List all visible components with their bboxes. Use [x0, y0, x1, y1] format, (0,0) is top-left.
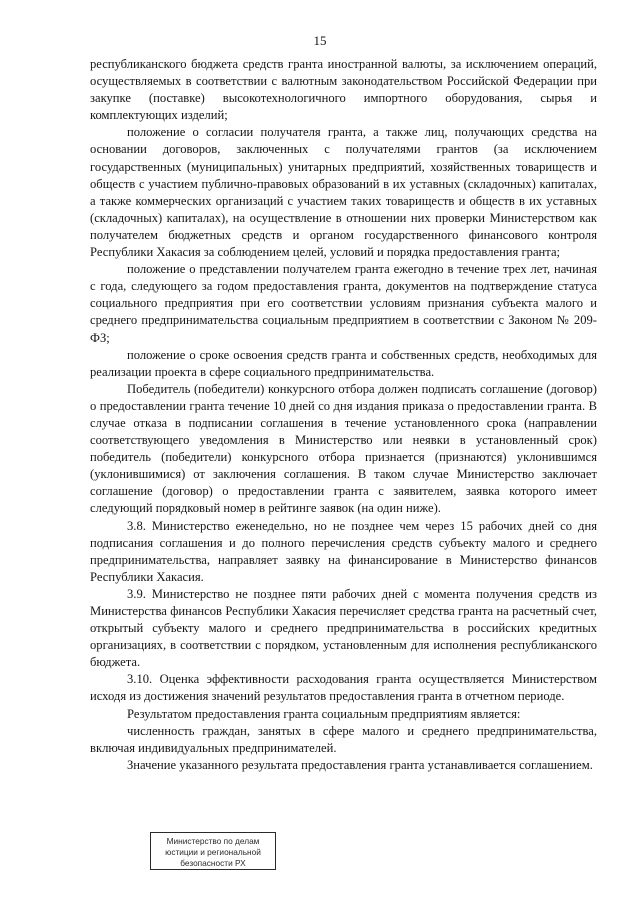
- paragraph: Результатом предоставления гранта социальным предприятиям является:: [127, 706, 521, 721]
- paragraph: положение о представлении получателем гранта ежегодно в течение трех лет, начиная с года, следующего за годом предоставления гранта, документов на подтверждение статуса социального предприятия при его соответствии условиям признания субъекта малого и среднего предпринимательства социальным предприятием в соответствии с Законом № 209-ФЗ;: [90, 262, 597, 345]
- paragraph: численность граждан, занятых в сфере малого и среднего предпринимательства, включая индивидуальных предпринимателей.: [90, 723, 597, 755]
- paragraph: 3.10. Оценка эффективности расходования гранта осуществляется Министерством исходя из достижения значений результатов предоставления гранта в отчетном периоде.: [90, 672, 597, 704]
- stamp-line: безопасности РХ: [180, 858, 246, 868]
- paragraph: Победитель (победители) конкурсного отбора должен подписать соглашение (договор) о предоставлении гранта течение 10 дней со дня издания приказа о предоставлении гранта. В случае отказа в подписании соглашения в течение установленного срока (направлении соответствующего уведомления в Министерство или неявки в установленный срок) победитель (победители) конкурсного отбора признается (признаются) уклонившимся (уклонившимися) от заключения соглашения. В таком случае Министерство заключает соглашение (договор) о предоставлении гранта с заявителем, заявка которого имеет следующий порядковый номер в рейтинге заявок (на один ниже).: [90, 381, 597, 516]
- paragraph: положение о согласии получателя гранта, а также лиц, получающих средства на основании договоров, заключенных с получателями грантов (за исключением государственных (муниципальных) унитарных предприятий, хозяйственных товариществ и обществ с участием публично-правовых образований в их уставных (складочных) капиталах, а также коммерческих организаций с участием таких товариществ и обществ в их уставных (складочных) капиталах), на осуществление в отношении них проверки Министерством как получателем бюджетных средств и органом государственного финансового контроля Республики Хакасия за соблюдением целей, условий и порядка предоставления гранта;: [90, 125, 597, 260]
- registration-stamp: [150, 832, 276, 870]
- stamp-line: юстиции и региональной: [165, 847, 261, 857]
- paragraph: 3.9. Министерство не позднее пяти рабочих дней с момента получения средств из Министерства финансов Республики Хакасия перечисляет средства гранта на расчетный счет, открытый субъекту малого и среднего предпринимательства в российских кредитных организациях, в соответствии с порядком, установленным для исполнения республиканского бюджета.: [90, 586, 597, 670]
- stamp-line: Министерство по делам: [166, 836, 260, 846]
- document-body: [90, 56, 597, 774]
- paragraph: положение о сроке освоения средств гранта и собственных средств, необходимых для реализации проекта в сфере социального предпринимательства.: [90, 347, 597, 379]
- page-number: 15: [313, 33, 327, 48]
- paragraph: Значение указанного результата предоставления гранта устанавливается соглашением.: [127, 757, 593, 772]
- paragraph: 3.8. Министерство еженедельно, но не позднее чем через 15 рабочих дней со дня подписания соглашения и до полного перечисления средств субъекту малого и среднего предпринимательства, направляет заявку на финансирование в Министерство финансов Республики Хакасия.: [90, 518, 597, 584]
- paragraph: республиканского бюджета средств гранта иностранной валюты, за исключением операций, осуществляемых в соответствии с валютным законодательством Российской Федерации при закупке (поставке) высокотехнологичного импортного оборудования, сырья и комплектующих изделий;: [90, 57, 597, 123]
